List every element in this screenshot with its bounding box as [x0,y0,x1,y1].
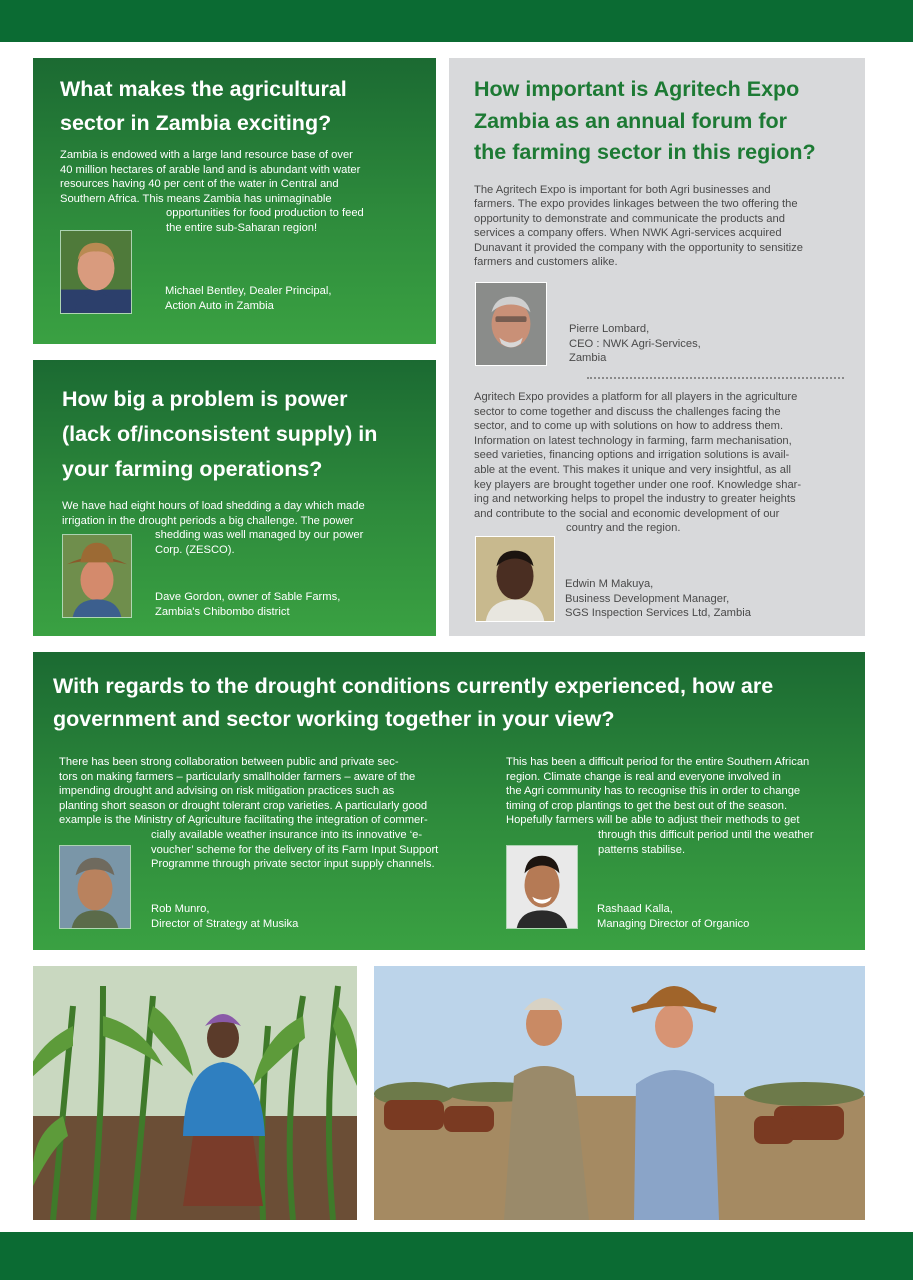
caption-michael-bentley: Michael Bentley, Dealer Principal, Action Auto in Zambia [165,285,332,312]
dotted-divider [587,377,844,379]
bottom-brand-bar [0,1232,913,1280]
panel-title: How big a problem is power (lack of/inconsistent supply) in your farming operations? [62,387,378,481]
right-answer: This has been a difficult period for the entire Southern African region. Climate change is real and everyone involved in the Agri community has to recognise this in order to change timing of crop plantings to get the best out of the season. Hopefully farmers will be able to adjust their methods to get through this difficult period until the weather patterns stabilise. [506,756,814,856]
panel-agri-sector-exciting [33,58,436,344]
left-answer: There has been strong collaboration between public and private sec- tors on making farmers – particularly smallholder farmers – aware of the impending drought and advising on risk mitigation practices such as planting short season or drought tolerant crop varieties. A particularly good example is the Ministry of Agriculture facilitating the integration of commer- cially available weather insurance into its innovative ‘e- voucher’ scheme for the delivery of its Farm Input Support Programme through private sector input supply channels. [59,756,439,871]
panel-paragraph-2: Agritech Expo provides a platform for all players in the agriculture sector to come together and discuss the challenges facing the sector, and to come up with solutions on how to address them. Information on latest technology in farming, farm mechanisation, seed varieties, financing options and irrigation solutions is avail- able at the event. This makes it unique and very insightful, as all key players are brought together under one roof. Knowledge shar- ing and networking helps to propel the industry to greater heights and contribute to the social and economic development of our country and the region. [474,391,802,535]
caption-rob-munro: Rob Munro, Director of Strategy at Musika [151,903,299,930]
panel-title: With regards to the drought conditions currently experienced, how are government and sector working together in your view? [53,674,774,731]
photo-two-men-with-cattle [374,966,865,1220]
portrait-edwin-makuya [475,536,555,622]
photo-woman-in-maize-field [33,966,357,1220]
panel-power-problem [33,360,436,636]
panel-agritech-expo-importance [449,58,865,636]
caption-dave-gordon: Dave Gordon, owner of Sable Farms, Zambia's Chibombo district [155,591,341,618]
portrait-dave-gordon [62,534,132,618]
panel-paragraph: We have had eight hours of load shedding a day which made irrigation in the drought periods a big challenge. The power shedding was well managed by our power Corp. (ZESCO). [62,500,365,556]
caption-edwin-makuya: Edwin M Makuya, Business Development Manager, SGS Inspection Services Ltd, Zambia [565,578,751,620]
portrait-rob-munro [59,845,131,929]
portrait-michael-bentley [60,230,132,314]
caption-pierre-lombard: Pierre Lombard, CEO : NWK Agri-Services, Zambia [569,323,701,365]
caption-rashaad-kalla: Rashaad Kalla, Managing Director of Organico [597,903,750,930]
panel-title: What makes the agricultural sector in Zambia exciting? [60,77,347,135]
portrait-pierre-lombard [475,282,547,366]
panel-paragraph-1: The Agritech Expo is important for both Agri businesses and farmers. The expo provides linkages between the two offering the opportunity to demonstrate and communicate the products and services a company offers. When NWK Agri-services acquired Dunavant it provided the company with the opportunity to sensitize farmers and customers alike. [474,183,803,269]
top-brand-bar [0,0,913,42]
panel-title: How important is Agritech Expo Zambia as an annual forum for the farming sector in this region? [474,77,816,164]
panel-drought-collaboration [33,652,865,950]
portrait-rashaad-kalla [506,845,578,929]
panel-paragraph: Zambia is endowed with a large land resource base of over 40 million hectares of arable land and is abundant with water resources having 40 per cent of the water in Central and Southern Africa. This means Zambia has unimaginable opportunities for food production to feed the entire sub-Saharan region! [60,149,364,234]
